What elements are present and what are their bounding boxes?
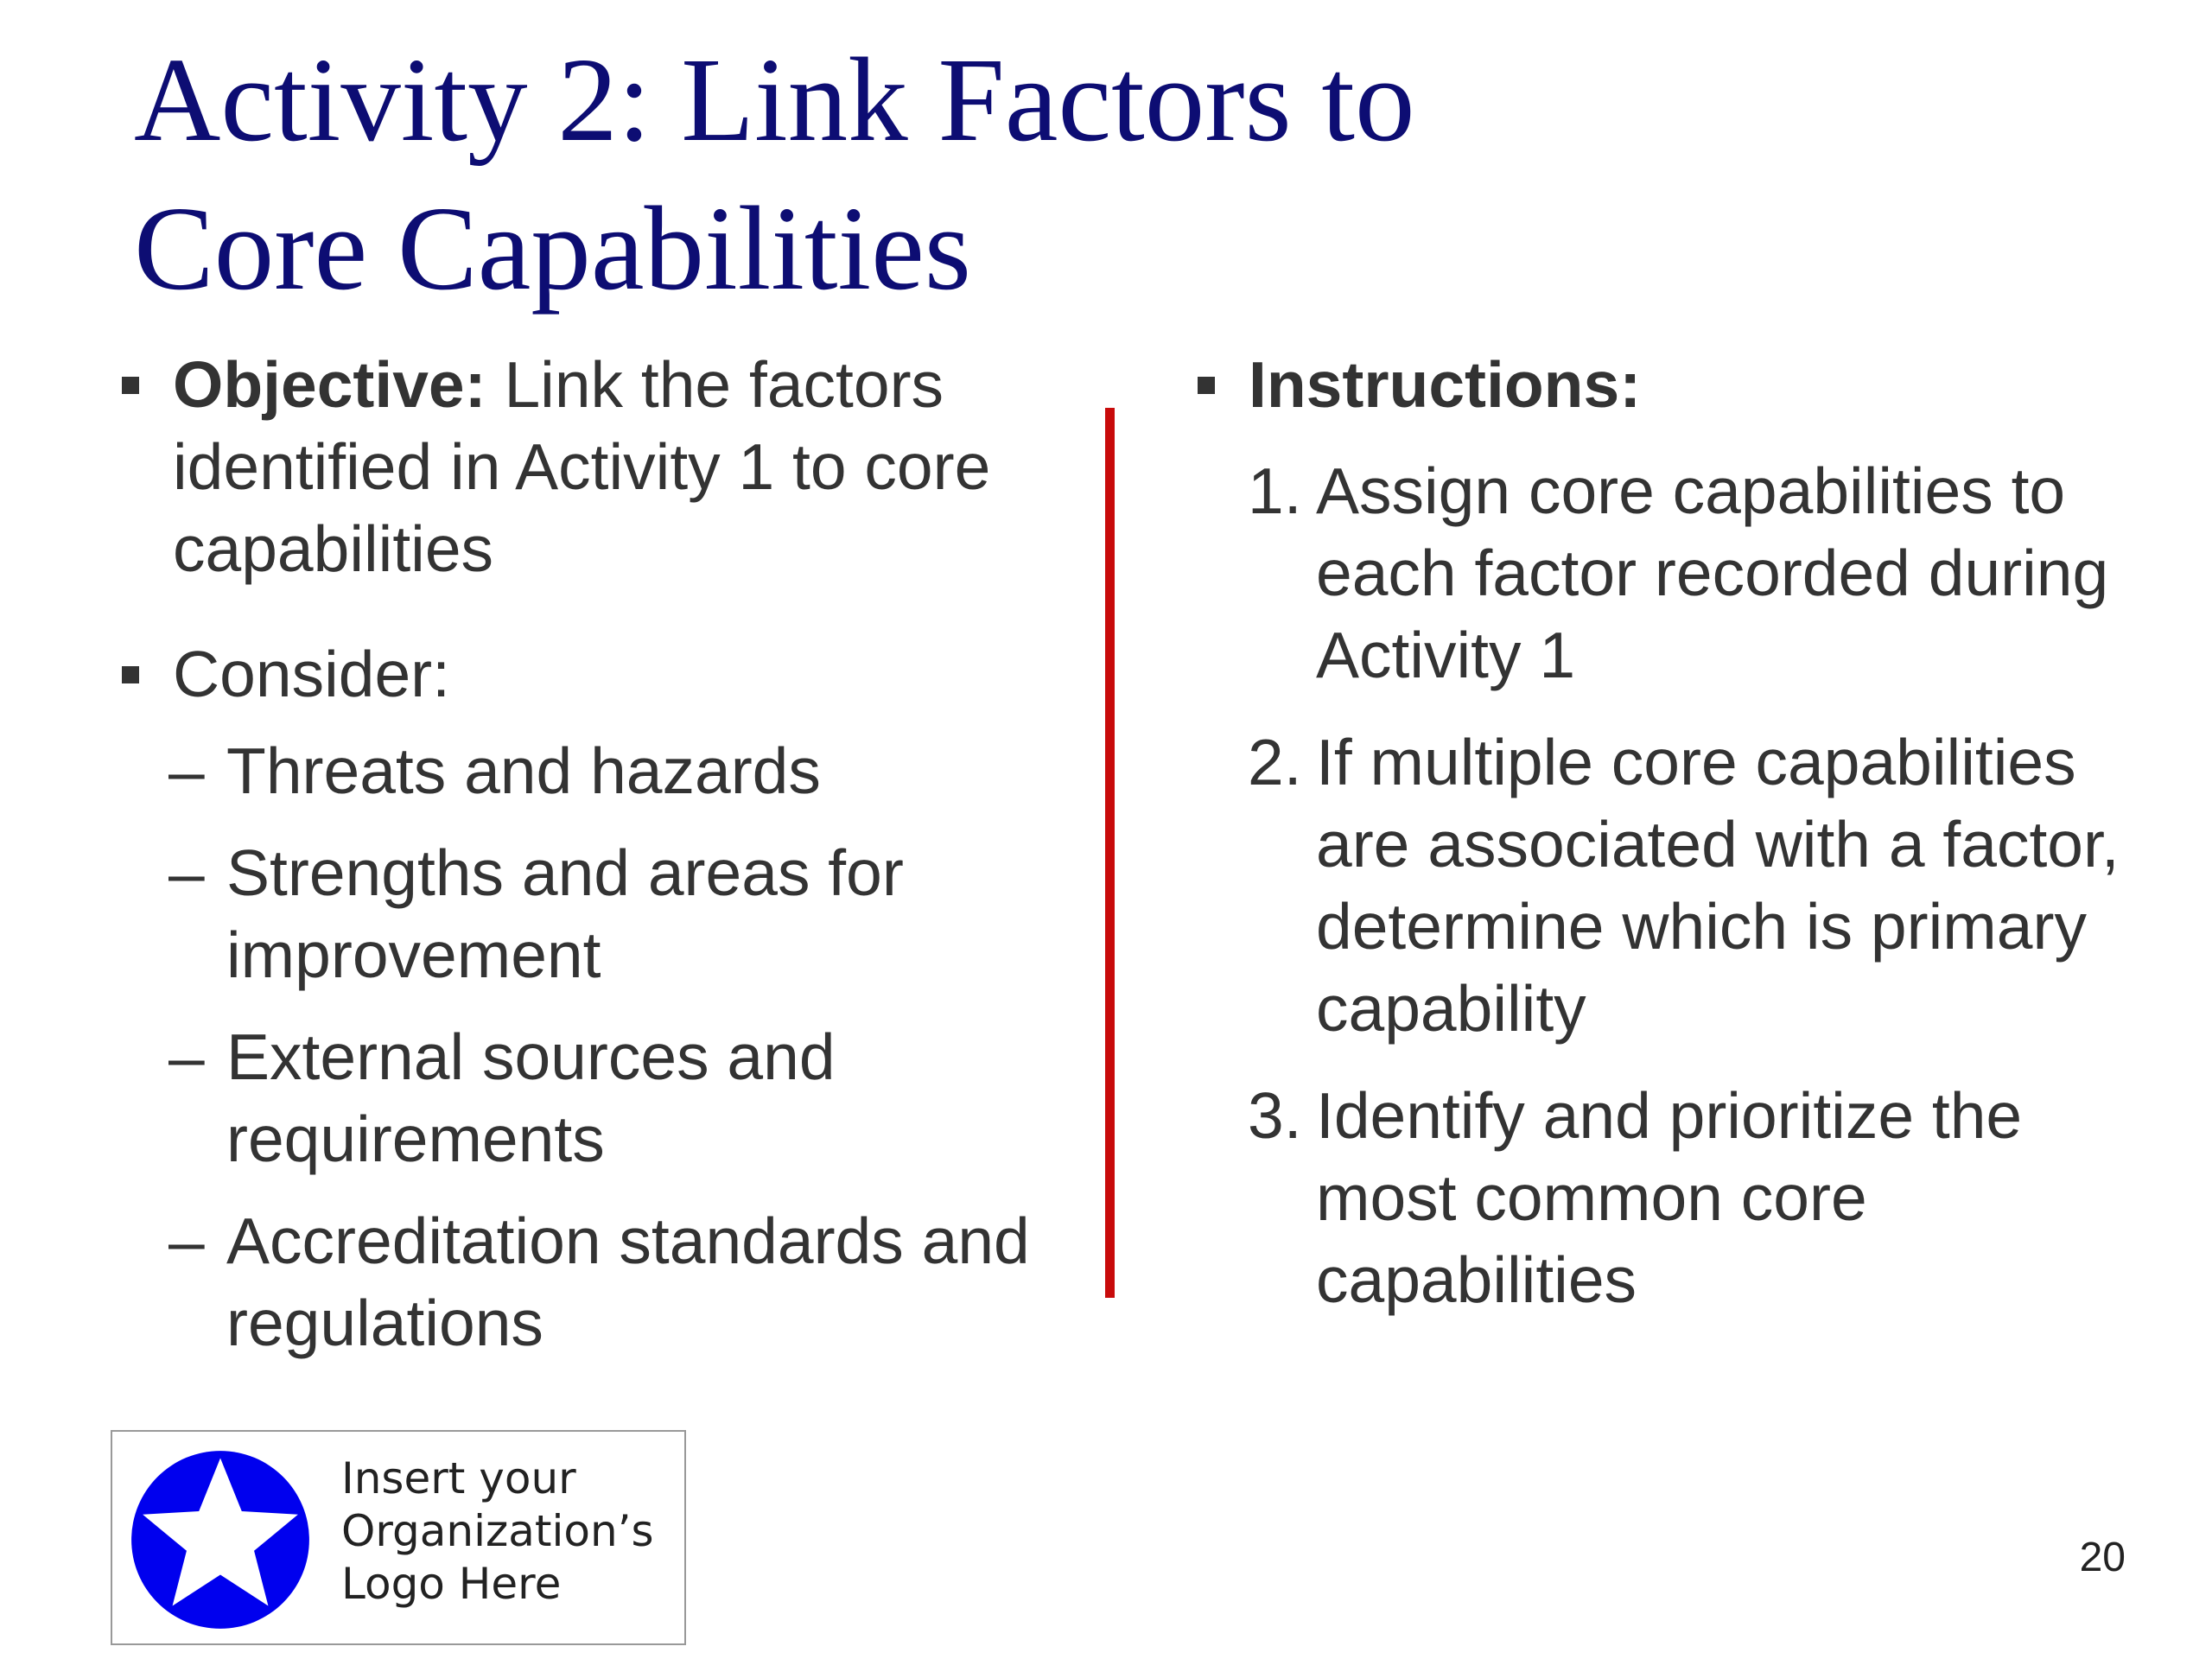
- square-bullet-icon: [1198, 377, 1215, 394]
- square-bullet-icon: [122, 377, 139, 394]
- consider-list: [117, 730, 1076, 1364]
- consider-item: [117, 832, 1076, 996]
- dash-icon: –: [168, 1020, 205, 1093]
- slide-title: Activity 2: Link Factors to Core Capabilities: [134, 34, 1415, 315]
- instructions-bullet: [1192, 344, 2160, 426]
- square-bullet-icon: [122, 666, 139, 683]
- consider-item-text: Strengths and areas for improvement: [226, 836, 904, 991]
- step-text: Assign core capabilities to each factor recorded during Activity 1: [1316, 454, 2109, 691]
- right-column: [1192, 344, 2160, 1346]
- step-text: If multiple core capabilities are associated with a factor, determine which is primary capability: [1316, 726, 2120, 1045]
- step-number: 1.: [1248, 454, 1302, 527]
- instruction-step: [1192, 721, 2160, 1050]
- dash-icon: –: [168, 1205, 205, 1277]
- page-number: 20: [2079, 1535, 2126, 1580]
- column-divider: [1105, 408, 1115, 1298]
- consider-item: [117, 730, 1076, 812]
- step-number: 3.: [1248, 1079, 1302, 1152]
- consider-label: Consider:: [173, 638, 450, 710]
- instruction-step: [1192, 1075, 2160, 1321]
- logo-placeholder-text: Insert your Organization’s Logo Here: [341, 1453, 654, 1609]
- dash-icon: –: [168, 836, 205, 909]
- consider-item-text: Threats and hazards: [226, 734, 821, 807]
- consider-item: [117, 1200, 1076, 1364]
- star-icon: [130, 1449, 311, 1630]
- instruction-step: [1192, 450, 2160, 696]
- instructions-label: Instructions:: [1249, 348, 1642, 421]
- consider-item-text: External sources and requirements: [226, 1020, 836, 1175]
- step-number: 2.: [1248, 726, 1302, 798]
- objective-label: Objective:: [173, 348, 486, 421]
- left-column: [117, 344, 1076, 1384]
- dash-icon: –: [168, 734, 205, 807]
- logo-placeholder: [111, 1430, 686, 1645]
- consider-item: [117, 1016, 1076, 1180]
- instructions-list: [1192, 450, 2160, 1321]
- step-text: Identify and prioritize the most common core capabilities: [1316, 1079, 2023, 1316]
- consider-item-text: Accreditation standards and regulations: [226, 1205, 1030, 1359]
- objective-bullet: [117, 344, 1076, 590]
- consider-bullet: [117, 633, 1076, 715]
- objective-text: Link the factors identified in Activity 1 to core capabilities: [173, 348, 991, 585]
